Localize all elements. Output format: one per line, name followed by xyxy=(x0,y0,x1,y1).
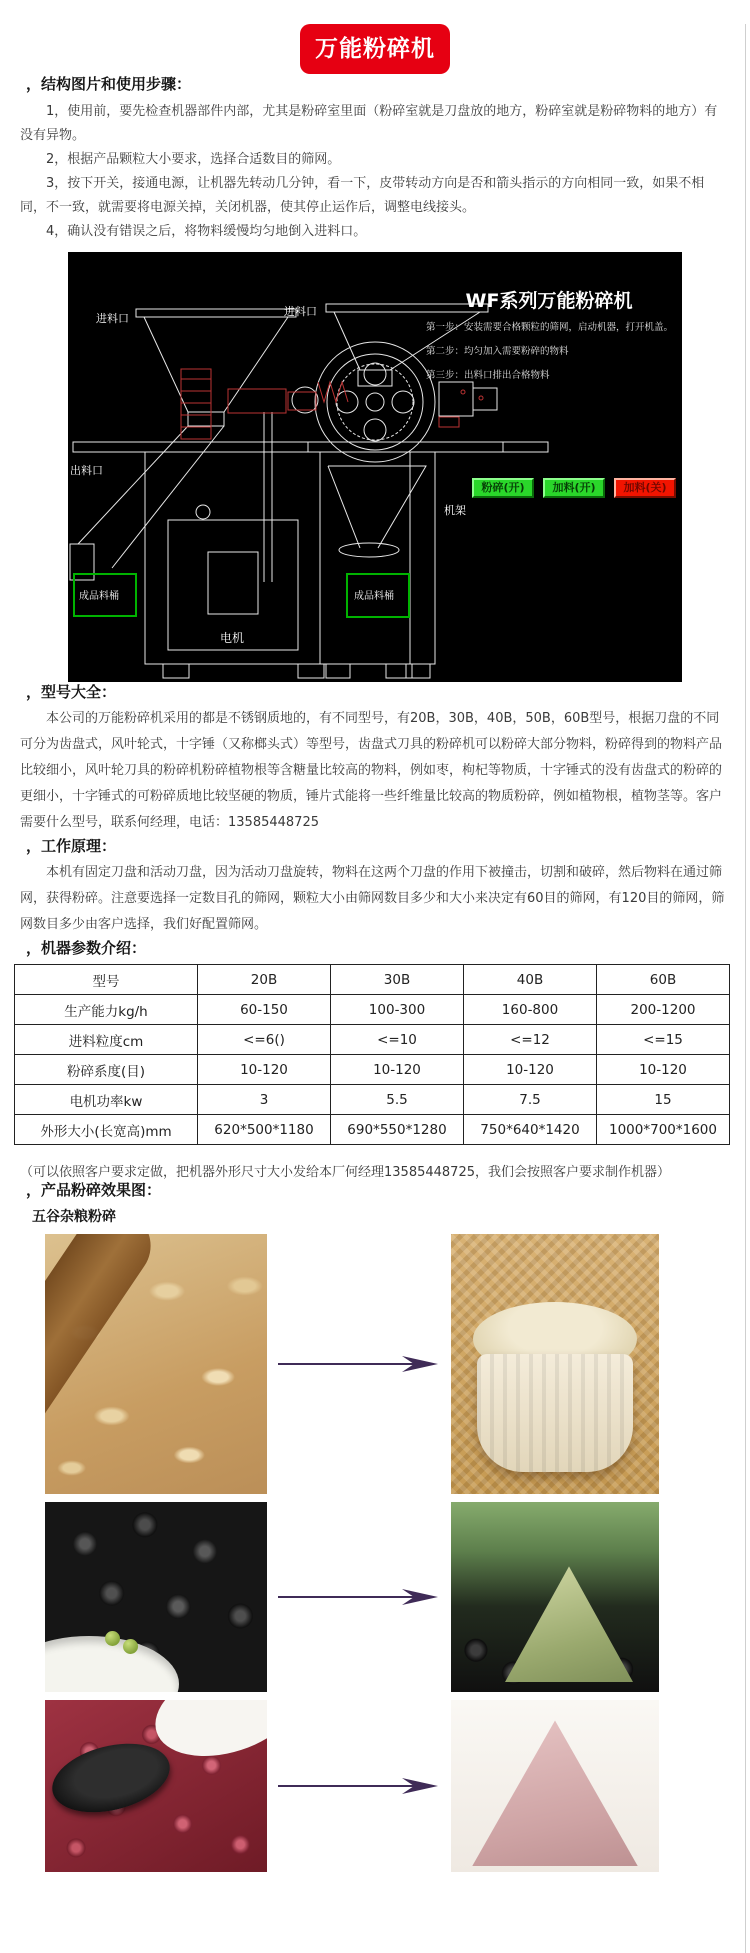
cell: 160-800 xyxy=(464,995,597,1025)
arrow-right-icon xyxy=(276,1774,442,1798)
table-row-fineness xyxy=(15,1055,730,1085)
parameters-table xyxy=(14,964,730,1145)
diagram-series-title: WF系列万能粉碎机 xyxy=(465,290,633,312)
cell: 10-120 xyxy=(597,1055,730,1085)
green-bean-shape xyxy=(105,1631,120,1646)
table-row-dimensions xyxy=(15,1115,730,1145)
arrow-wrap xyxy=(267,1352,451,1376)
structure-heading: ，结构图片和使用步骤： xyxy=(26,75,192,93)
diagram-steps xyxy=(426,316,673,388)
arrow-wrap xyxy=(267,1585,451,1609)
powder-cone-shape xyxy=(505,1564,633,1682)
cell: <=6() xyxy=(198,1025,331,1055)
usage-step-2: 2，根据产品颗粒大小要求，选择合适数目的筛网。 xyxy=(46,152,341,167)
feed-off-button: 加料(关) xyxy=(614,478,676,498)
cell: 1000*700*1600 xyxy=(597,1115,730,1145)
cell: <=12 xyxy=(464,1025,597,1055)
row-label: 生产能力kg/h xyxy=(15,995,198,1025)
frame-label: 机架 xyxy=(444,504,466,517)
crush-on-button: 粉碎(开) xyxy=(472,478,534,498)
red-bean-powder-photo xyxy=(451,1700,659,1872)
usage-step-3: 3，按下开关，接通电源，让机器先转动几分钟，看一下，皮带转动方向是否和箭头指示的方向相同一致，如果不相同，不一致，就需要将电源关掉，关闭机器，使其停止运作后，调整电线接头。 xyxy=(20,176,705,215)
cell: 10-120 xyxy=(464,1055,597,1085)
feed-on-button: 加料(开) xyxy=(543,478,605,498)
oats-photo xyxy=(45,1234,267,1494)
oat-powder-photo xyxy=(451,1234,659,1494)
cell: 10-120 xyxy=(198,1055,331,1085)
effects-subheading: 五谷杂粮粉碎 xyxy=(32,1209,116,1225)
page-right-edge-line xyxy=(745,24,746,1953)
arrow-wrap xyxy=(267,1774,451,1798)
row-label: 进料粒度cm xyxy=(15,1025,198,1055)
effect-row-oats xyxy=(20,1234,730,1494)
diagram-step-3: 第三步：出料口排出合格物料 xyxy=(426,370,550,381)
models-heading: ，型号大全： xyxy=(26,683,117,701)
page-title: 万能粉碎机 xyxy=(300,24,450,74)
effect-rows xyxy=(20,1234,730,1872)
params-heading: ，机器参数介绍： xyxy=(26,939,147,957)
main-content xyxy=(0,74,750,1872)
row-label: 粉碎系度(目) xyxy=(15,1055,198,1085)
cell: 7.5 xyxy=(464,1085,597,1115)
diagram-control-buttons xyxy=(472,478,676,498)
cell: 60-150 xyxy=(198,995,331,1025)
row-label: 电机功率kw xyxy=(15,1085,198,1115)
principle-heading: ，工作原理： xyxy=(26,837,117,855)
inlet-label-right: 进料口 xyxy=(284,305,317,318)
cell: 690*550*1280 xyxy=(331,1115,464,1145)
inlet-label-left: 进料口 xyxy=(96,312,129,325)
cell: 3 xyxy=(198,1085,331,1115)
principle-paragraph: 本机有固定刀盘和活动刀盘，因为活动刀盘旋转，物料在这两个刀盘的作用下被撞击，切割和破碎，然后物料在通过筛网，获得粉碎。注意要选择一定数目孔的筛网，颗粒大小由筛网数目多少和大小来决定有60目的筛网，有120目的筛网，筛网数目多少由客户选择，我们好配置筛网。 xyxy=(20,865,725,932)
cell: 5.5 xyxy=(331,1085,464,1115)
customization-note: （可以依照客户要求定做，把机器外形尺寸大小发给本厂何经理13585448725，我们会按照客户要求制作机器） xyxy=(20,1165,670,1180)
diagram-step-1: 第一步：安装需要合格颗粒的筛网，启动机器，打开机盖。 xyxy=(426,322,674,333)
table-row-feed-size xyxy=(15,1025,730,1055)
arrow-right-icon xyxy=(276,1352,442,1376)
usage-step-1: 1，使用前，要先检查机器部件内部，尤其是粉碎室里面（粉碎室就是刀盘放的地方，粉碎室就是粉碎物料的地方）有没有异物。 xyxy=(20,104,718,143)
red-beans-photo xyxy=(45,1700,267,1872)
machine-diagram-image xyxy=(68,252,682,682)
wooden-spoon-shape xyxy=(45,1234,165,1443)
cell: 200-1200 xyxy=(597,995,730,1025)
table-row-capacity xyxy=(15,995,730,1025)
models-paragraph: 本公司的万能粉碎机采用的都是不锈钢质地的，有不同型号，有20B，30B，40B，50B，60B型号，根据刀盘的不同可分为齿盘式，风叶轮式，十字锤（又称榔头式）等型号，齿盘式刀具的粉碎机可以粉碎大部分物料，粉碎得到的物料产品比较细小，风叶轮刀具的粉碎机粉碎植物根等含糖量比较高的物料，例如枣，枸杞等物质，十字锤式的没有齿盘式的粉碎的更细小，十字锤式的可粉碎质地比较坚硬的物质，锤片式能将一些纤维量比较高的物质粉碎，例如植物根，植物茎等。客户需要什么型号，联系何经理，电话：13585448725 xyxy=(20,711,723,830)
header-30b: 30B xyxy=(331,965,464,995)
header-model: 型号 xyxy=(15,965,198,995)
bucket-label-left: 成品料桶 xyxy=(79,591,119,602)
powder-cone-shape xyxy=(467,1716,643,1866)
cell: 15 xyxy=(597,1085,730,1115)
effects-heading: ，产品粉碎效果图： xyxy=(26,1181,162,1199)
cell: 620*500*1180 xyxy=(198,1115,331,1145)
effect-row-black-beans xyxy=(20,1502,730,1692)
cell: 750*640*1420 xyxy=(464,1115,597,1145)
table-header-row xyxy=(15,965,730,995)
cell: <=10 xyxy=(331,1025,464,1055)
outlet-label: 出料口 xyxy=(70,464,103,477)
green-bean-shape xyxy=(123,1639,138,1654)
diagram-step-2: 第二步：均匀加入需要粉碎的物料 xyxy=(426,346,569,357)
header-20b: 20B xyxy=(198,965,331,995)
black-bean-powder-photo xyxy=(451,1502,659,1692)
bucket-label-right: 成品料桶 xyxy=(354,591,394,602)
table-row-motor-power xyxy=(15,1085,730,1115)
black-scoop-shape xyxy=(45,1732,177,1823)
bowl-shape xyxy=(477,1354,633,1472)
arrow-right-icon xyxy=(276,1585,442,1609)
effect-row-red-beans xyxy=(20,1700,730,1872)
row-label: 外形大小(长宽高)mm xyxy=(15,1115,198,1145)
usage-step-4: 4，确认没有错误之后，将物料缓慢均匀地倒入进料口。 xyxy=(46,224,367,239)
cell: 10-120 xyxy=(331,1055,464,1085)
motor-label: 电机 xyxy=(220,631,245,645)
black-beans-photo xyxy=(45,1502,267,1692)
header-60b: 60B xyxy=(597,965,730,995)
usage-steps xyxy=(20,100,730,244)
cell: 100-300 xyxy=(331,995,464,1025)
cell: <=15 xyxy=(597,1025,730,1055)
header-40b: 40B xyxy=(464,965,597,995)
